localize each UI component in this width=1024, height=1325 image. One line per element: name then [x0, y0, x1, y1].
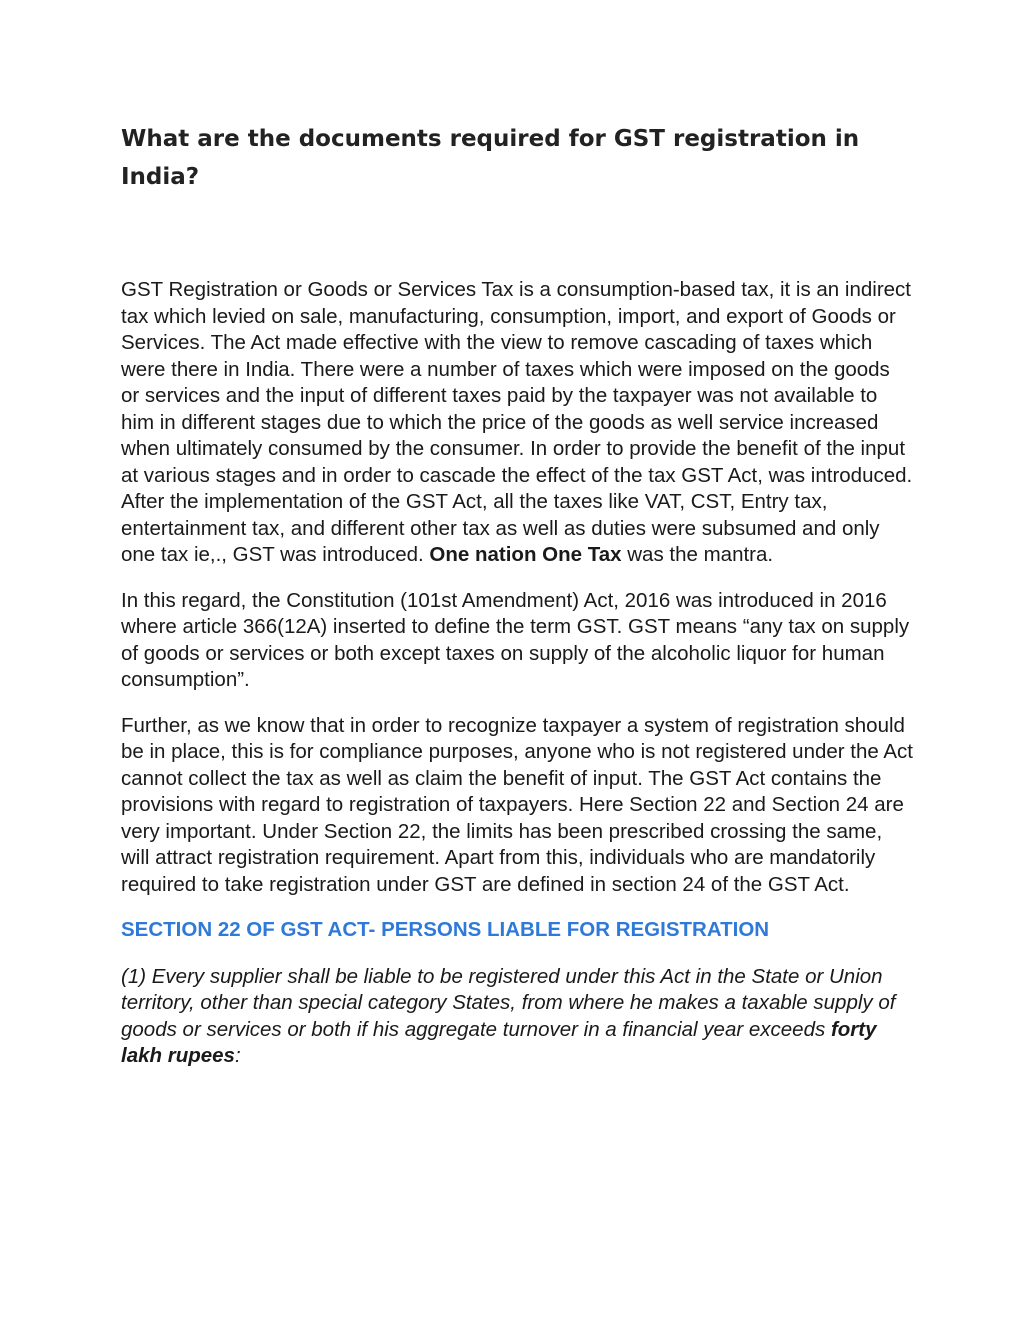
paragraph-intro-tail: was the mantra.	[621, 543, 774, 566]
paragraph-intro-text: GST Registration or Goods or Services Tax is a consumption-based tax, it is an indirect tax which levied on sale, manufacturing, consumption, import, and export of Goods or Services. The Act made effective with the view to remove cascading of taxes which were there in India. There were a number of taxes which were imposed on the goods or services and the input of different taxes paid by the taxpayer was not available to him in different stages due to which the price of the goods as well service increased when ultimately consumed by the consumer. In order to provide the benefit of the input at various stages and in order to cascade the effect of the tax GST Act, was introduced. After the implementation of the GST Act, all the taxes like VAT, CST, Entry tax, entertainment tax, and different other tax as well as duties were subsumed and only one tax ie,., GST was introduced.	[121, 278, 913, 566]
paragraph-section-22-1-tail: :	[234, 1044, 241, 1067]
page-title: What are the documents required for GST registration in India?	[121, 126, 860, 190]
paragraph-intro	[121, 277, 913, 569]
paragraph-section-22-1-bold: forty lakh rupees	[121, 1017, 877, 1067]
document-body	[121, 277, 913, 1089]
paragraph-section-22-1-text: (1) Every supplier shall be liable to be registered under this Act in the State or Union territory, other than special category States, from where he makes a taxable supply of goods or services or both if his aggregate turnover in a financial year exceeds	[121, 964, 896, 1041]
paragraph-intro-bold: One nation One Tax	[429, 543, 622, 566]
paragraph-constitution: In this regard, the Constitution (101st Amendment) Act, 2016 was introduced in 2016 where article 366(12A) inserted to define the term GST. GST means “any tax on supply of goods or services or both except taxes on supply of the alcoholic liquor for human consumption”.	[121, 588, 910, 691]
paragraph-section-22-1	[121, 964, 913, 1070]
section-heading: SECTION 22 OF GST ACT- PERSONS LIABLE FOR REGISTRATION	[121, 918, 770, 941]
paragraph-registration: Further, as we know that in order to recognize taxpayer a system of registration should be in place, this is for compliance purposes, anyone who is not registered under the Act cannot collect the tax as well as claim the benefit of input. The GST Act contains the provisions with regard to registration of taxpayers. Here Section 22 and Section 24 are very important. Under Section 22, the limits has been prescribed crossing the same, will attract registration requirement. Apart from this, individuals who are mandatorily required to take registration under GST are defined in section 24 of the GST Act.	[121, 713, 913, 896]
